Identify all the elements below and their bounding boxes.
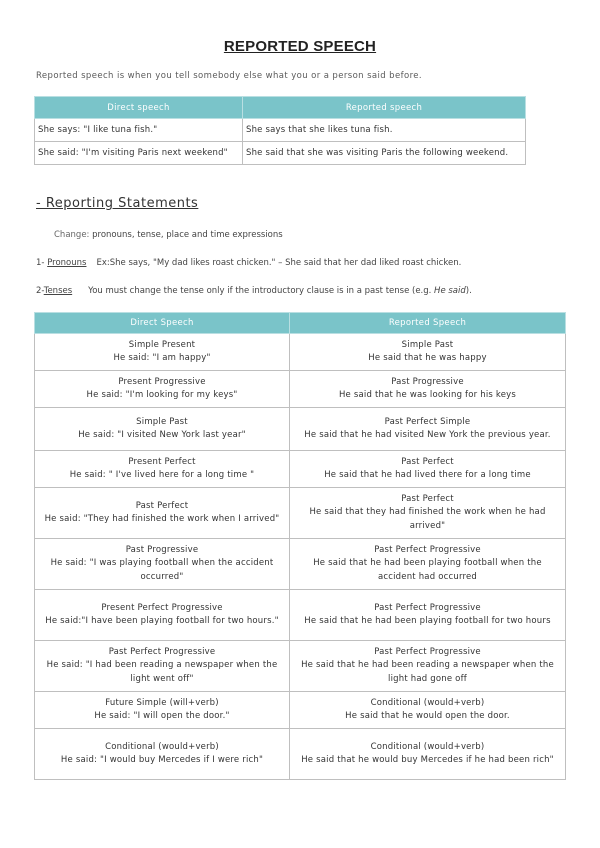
direct-cell: She said: "I'm visiting Paris next weekend" (35, 142, 243, 165)
example-sentence: He said that he had been reading a newspaper when the light had gone off (301, 660, 554, 684)
example-sentence: He said: "I would buy Mercedes if I were rich" (60, 755, 264, 765)
example-sentence: He said that they had finished the work when he had arrived" (309, 507, 546, 531)
direct-cell (35, 488, 290, 539)
basic-example-table (34, 96, 526, 165)
table-row (35, 488, 566, 539)
change-text: pronouns, tense, place and time expressions (89, 230, 283, 240)
item-number: 1- (36, 258, 48, 268)
tense-name: Past Perfect (135, 500, 189, 511)
tenses-end: ). (465, 286, 472, 296)
example-sentence: He said: " I've lived here for a long time " (69, 470, 255, 480)
column-header-reported: Reported speech (243, 97, 526, 119)
tense-name: Past Perfect Progressive (108, 646, 216, 657)
section-heading: - Reporting Statements (36, 196, 199, 211)
example-sentence: He said that he was looking for his keys (338, 390, 517, 400)
reported-cell (290, 692, 566, 729)
tense-name: Simple Past (401, 339, 454, 350)
reported-cell (290, 451, 566, 488)
tenses-italic: He said (434, 286, 466, 296)
table-row (35, 692, 566, 729)
item-number: 2- (36, 286, 44, 296)
column-header-reported: Reported Speech (290, 313, 566, 334)
direct-cell (35, 729, 290, 780)
direct-cell (35, 590, 290, 641)
example-sentence: He said: "I am happy" (113, 353, 211, 363)
table-header-row (35, 97, 526, 119)
example-sentence: He said:"I have been playing football for two hours." (45, 616, 279, 626)
tenses-label: Tenses (43, 286, 73, 296)
pronouns-result: She said that her dad liked roast chicken. (285, 258, 462, 268)
tense-name: Conditional (would+verb) (370, 741, 485, 752)
tense-name: Simple Past (136, 416, 188, 427)
example-sentence: He said that he would buy Mercedes if he had been rich" (301, 755, 554, 765)
direct-cell (35, 539, 290, 590)
change-line (54, 230, 283, 240)
tense-name: Past Perfect Simple (384, 416, 471, 427)
column-header-direct: Direct speech (35, 97, 243, 119)
change-label: Change: (54, 230, 90, 240)
tense-name: Simple Present (128, 339, 196, 350)
reported-cell (290, 371, 566, 408)
example-sentence: He said that he would open the door. (345, 711, 510, 721)
reported-cell: She said that she was visiting Paris the following weekend. (243, 142, 526, 165)
tense-name: Past Perfect Progressive (374, 602, 481, 613)
direct-cell (35, 408, 290, 451)
reported-cell (290, 729, 566, 780)
example-sentence: He said that he was happy (368, 353, 487, 363)
example-sentence: He said that he had been playing football for two hours (304, 616, 551, 626)
tenses-text: You must change the tense only if the introductory clause is in a past tense (e.g. (88, 286, 435, 296)
example-sentence: He said: "They had finished the work when I arrived" (44, 514, 280, 524)
table-row (35, 729, 566, 780)
direct-cell (35, 692, 290, 729)
table-row (35, 590, 566, 641)
direct-cell (35, 371, 290, 408)
table-row (35, 451, 566, 488)
pronouns-line (36, 258, 461, 268)
column-header-direct: Direct Speech (35, 313, 290, 334)
tense-name: Past Perfect (401, 493, 454, 504)
table-header-row (35, 313, 566, 334)
reported-cell (290, 408, 566, 451)
tense-name: Conditional (would+verb) (370, 697, 485, 708)
tenses-line (36, 286, 472, 296)
tense-name: Past Perfect Progressive (374, 544, 481, 555)
example-sentence: He said: "I visited New York last year" (78, 430, 246, 440)
example-sentence: He said that he had visited New York the previous year. (304, 430, 551, 440)
direct-cell: She says: "I like tuna fish." (35, 119, 243, 142)
reported-cell: She says that she likes tuna fish. (243, 119, 526, 142)
pronouns-example: Ex:She says, "My dad likes roast chicken." – (96, 258, 286, 268)
reported-cell (290, 539, 566, 590)
tense-name: Past Progressive (391, 376, 464, 387)
example-sentence: He said: "I had been reading a newspaper when the light went off" (46, 660, 278, 684)
example-sentence: He said: "I will open the door." (94, 711, 230, 721)
tense-name: Past Progressive (125, 544, 199, 555)
example-sentence: He said: "I was playing football when the accident occurred" (50, 558, 274, 582)
table-row (35, 408, 566, 451)
tense-name: Present Perfect Progressive (101, 602, 223, 613)
direct-cell (35, 451, 290, 488)
tense-name: Past Perfect Progressive (374, 646, 481, 657)
page-title: REPORTED SPEECH (223, 38, 377, 55)
example-sentence: He said that he had lived there for a long time (324, 470, 531, 480)
direct-cell (35, 334, 290, 371)
table-row (35, 371, 566, 408)
table-row (35, 539, 566, 590)
reported-cell (290, 590, 566, 641)
tense-name: Future Simple (will+verb) (105, 697, 219, 708)
table-row (35, 641, 566, 692)
reported-cell (290, 334, 566, 371)
pronouns-label: Pronouns (47, 258, 87, 268)
table-row (35, 334, 566, 371)
tense-name: Conditional (would+verb) (105, 741, 219, 752)
intro-text: Reported speech is when you tell somebody else what you or a person said before. (36, 71, 423, 81)
example-sentence: He said: "I'm looking for my keys" (86, 390, 238, 400)
direct-cell (35, 641, 290, 692)
table-row (35, 119, 526, 142)
tense-change-table (34, 312, 566, 780)
reported-cell (290, 488, 566, 539)
tense-name: Past Perfect (401, 456, 454, 467)
reported-cell (290, 641, 566, 692)
tense-name: Present Progressive (118, 376, 206, 387)
example-sentence: He said that he had been playing football when the accident had occurred (313, 558, 542, 582)
table-row (35, 142, 526, 165)
tense-name: Present Perfect (128, 456, 196, 467)
